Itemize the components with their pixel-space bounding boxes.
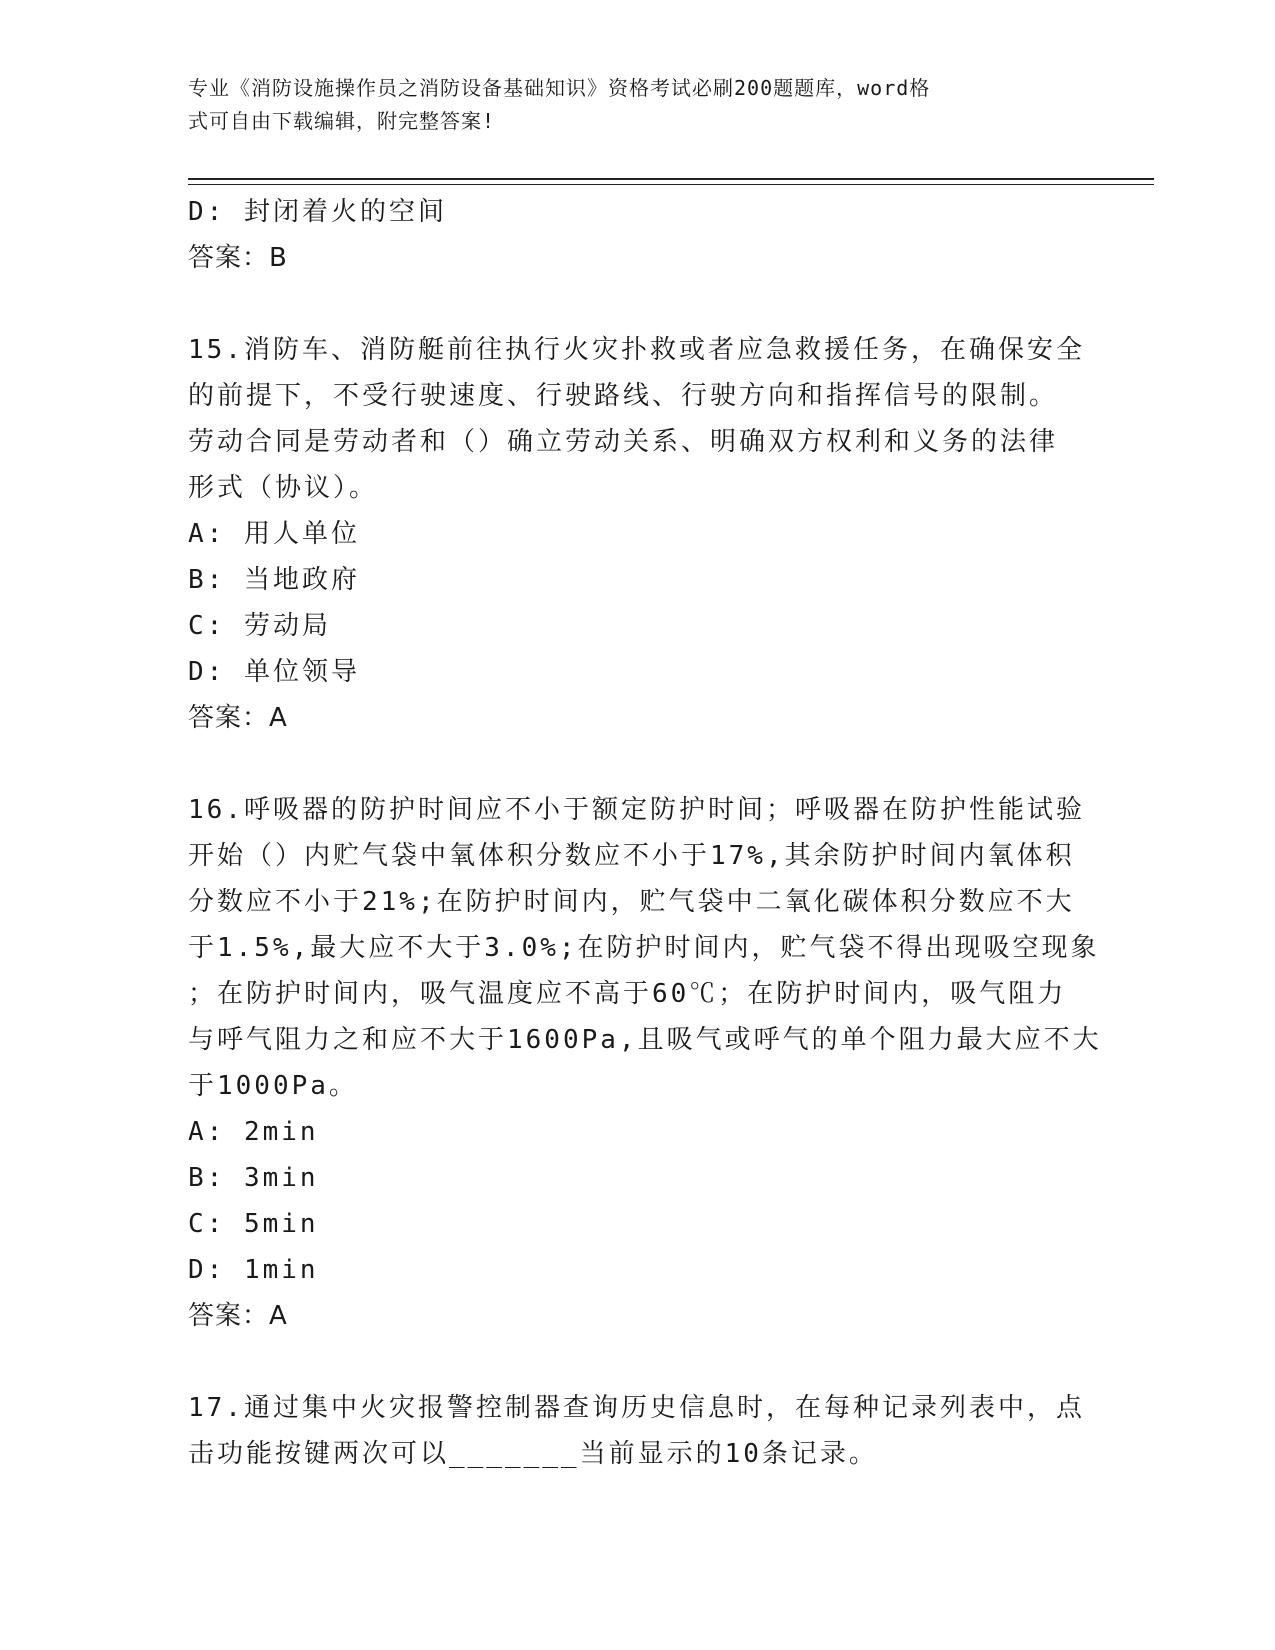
question-text-line: 于1.5%,最大应不大于3.0%;在防护时间内，贮气袋不得出现吸空现象 xyxy=(188,933,1100,963)
option-a: A: 用人单位 xyxy=(188,519,360,549)
spacer xyxy=(188,281,1088,327)
answer: 答案：A xyxy=(188,703,288,733)
answer: 答案：A xyxy=(188,1301,288,1331)
question-text-line: 开始（）内贮气袋中氧体积分数应不小于17%,其余防护时间内氧体积 xyxy=(188,841,1075,871)
question-text-line: 与呼气阻力之和应不大于1600Pa,且吸气或呼气的单个阻力最大应不大 xyxy=(188,1025,1102,1055)
document-body xyxy=(188,189,1102,1477)
header-line-2: 式可自由下载编辑，附完整答案! xyxy=(188,109,496,133)
question-text-line: 分数应不小于21%;在防护时间内，贮气袋中二氧化碳体积分数应不大 xyxy=(188,887,1075,917)
question-text-line: 15.消防车、消防艇前往执行火灾扑救或者应急救援任务，在确保安全 xyxy=(188,335,1085,365)
question-text-line: 形式（协议）。 xyxy=(188,473,379,503)
header-divider-thick xyxy=(188,178,1154,180)
option-b: B: 3min xyxy=(188,1163,319,1193)
question-text-line: 于1000Pa。 xyxy=(188,1071,358,1101)
question-text-line: 16.呼吸器的防护时间应不小于额定防护时间；呼吸器在防护性能试验 xyxy=(188,795,1085,825)
previous-question-tail xyxy=(188,189,1088,281)
spacer xyxy=(188,1339,1088,1385)
answer: 答案：B xyxy=(188,243,288,273)
header-line-1: 专业《消防设施操作员之消防设备基础知识》资格考试必刷200题题库，word格 xyxy=(188,76,931,100)
question-text-line: 劳动合同是劳动者和（）确立劳动关系、明确双方权利和义务的法律 xyxy=(188,427,1059,457)
question-text-line: 的前提下，不受行驶速度、行驶路线、行驶方向和指挥信号的限制。 xyxy=(188,381,1059,411)
spacer xyxy=(188,741,1088,787)
option-a: A: 2min xyxy=(188,1117,319,1147)
question-text-line: 击功能按键两次可以_______当前显示的10条记录。 xyxy=(188,1439,878,1469)
question-text-line: 17.通过集中火灾报警控制器查询历史信息时，在每种记录列表中，点 xyxy=(188,1393,1085,1423)
header-divider-thin xyxy=(188,184,1154,185)
option-c: C: 劳动局 xyxy=(188,611,331,641)
question-16 xyxy=(188,787,1102,1339)
option-d: D: 单位领导 xyxy=(188,657,360,687)
option-c: C: 5min xyxy=(188,1209,319,1239)
question-text-line: ；在防护时间内，吸气温度应不高于60℃；在防护时间内，吸气阻力 xyxy=(188,979,1067,1009)
question-17 xyxy=(188,1385,1088,1477)
option-d: D: 1min xyxy=(188,1255,319,1285)
option-b: B: 当地政府 xyxy=(188,565,360,595)
question-15 xyxy=(188,327,1088,741)
option-d: D: 封闭着火的空间 xyxy=(188,197,447,227)
document-header xyxy=(188,72,1068,138)
